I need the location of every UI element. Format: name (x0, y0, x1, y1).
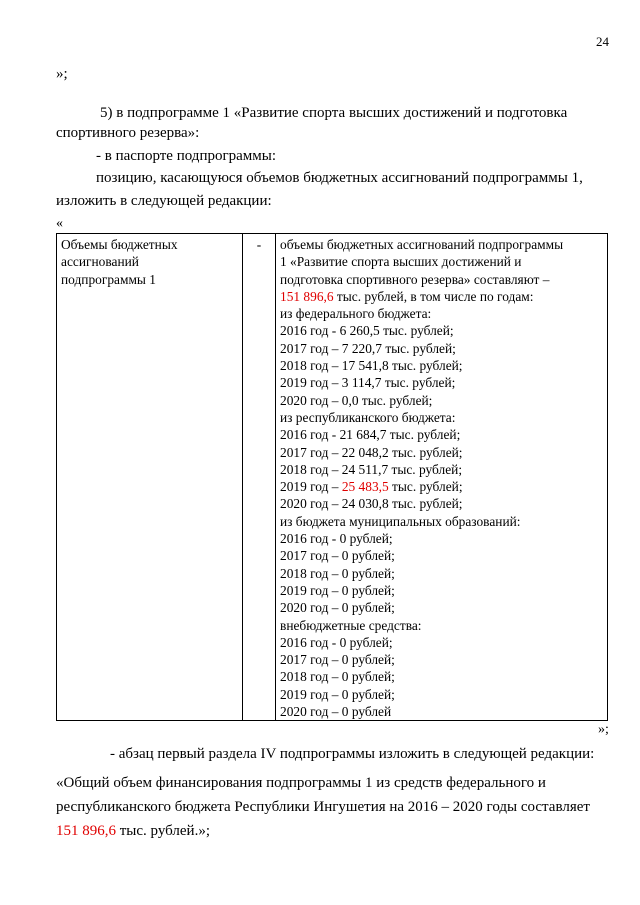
allocation-line (280, 495, 603, 512)
allocation-amount-highlight: 151 896,6 (280, 288, 334, 304)
allocation-line (280, 686, 603, 703)
allocation-lines (280, 236, 603, 720)
financing-total-suffix: тыс. рублей.»; (116, 823, 210, 839)
position-line-2: изложить в следующей редакции: (56, 193, 272, 209)
allocation-text: 2018 год – 17 541,8 тыс. рублей; (280, 358, 463, 374)
table-label-cell (57, 234, 243, 721)
allocation-line (280, 288, 603, 305)
allocation-text: 2017 год – 0 рублей; (280, 652, 395, 668)
allocation-line (280, 547, 603, 564)
allocation-text: 2020 год – 0,0 тыс. рублей; (280, 392, 433, 408)
allocation-text: 2018 год – 0 рублей; (280, 669, 395, 685)
allocation-text: из республиканского бюджета: (280, 409, 456, 425)
closing-quote-top: »; (56, 66, 68, 82)
page-number: 24 (596, 34, 609, 49)
budget-allocation-table (56, 233, 608, 721)
allocation-line (280, 530, 603, 547)
passport-line: - в паспорте подпрограммы: (96, 148, 277, 164)
financing-total-amount: 151 896,6 (56, 823, 116, 839)
label-line: ассигнований (61, 254, 139, 270)
allocation-line (280, 651, 603, 668)
allocation-line (280, 271, 603, 288)
allocation-line (280, 305, 603, 322)
allocation-line (280, 409, 603, 426)
dash: - (256, 237, 262, 252)
allocation-text: 2017 год – 7 220,7 тыс. рублей; (280, 340, 456, 356)
allocation-line (280, 634, 603, 651)
allocation-text: из бюджета муниципальных образований: (280, 513, 521, 529)
opening-quote: « (56, 216, 63, 231)
allocation-text: 2017 год – 0 рублей; (280, 548, 395, 564)
allocation-text: 2016 год - 0 рублей; (280, 634, 393, 650)
allocation-line (280, 322, 603, 339)
allocation-text: 2018 год – 0 рублей; (280, 565, 395, 581)
table-row (57, 234, 608, 721)
allocation-line (280, 478, 603, 495)
section-iv-line: - абзац первый раздела IV подпрограммы изложить в следующей редакции: (110, 746, 595, 762)
allocation-text: из федерального бюджета: (280, 306, 432, 322)
allocation-text: 2016 год - 21 684,7 тыс. рублей; (280, 427, 461, 443)
table-dash-cell (243, 234, 276, 721)
allocation-line (280, 599, 603, 616)
subprogram-item-line-2: спортивного резерва»: (56, 125, 200, 141)
table-values-cell (276, 234, 608, 721)
allocation-line (280, 513, 603, 530)
allocation-line (280, 668, 603, 685)
financing-line-2: республиканского бюджета Республики Ингушетия на 2016 – 2020 годы составляет (56, 799, 590, 815)
allocation-line (280, 374, 603, 391)
allocation-line (280, 426, 603, 443)
allocation-text: 2018 год – 24 511,7 тыс. рублей; (280, 461, 463, 477)
allocation-text: 2017 год – 22 048,2 тыс. рублей; (280, 444, 463, 460)
allocation-line (280, 582, 603, 599)
allocation-line (280, 703, 603, 720)
allocation-line (280, 340, 603, 357)
subprogram-item-line-1: 5) в подпрограмме 1 «Развитие спорта высших достижений и подготовка (100, 105, 568, 121)
allocation-text: 2019 год – 0 рублей; (280, 582, 395, 598)
allocation-text: подготовка спортивного резерва» составляют – (280, 271, 550, 287)
label-line: Объемы бюджетных (61, 237, 178, 252)
allocation-text: внебюджетные средства: (280, 617, 422, 633)
allocation-text: 2016 год - 6 260,5 тыс. рублей; (280, 323, 454, 339)
allocation-text: 2020 год – 24 030,8 тыс. рублей; (280, 496, 463, 512)
allocation-text: 2020 год – 0 рублей; (280, 600, 395, 616)
allocation-line (280, 236, 603, 253)
allocation-text: 2019 год – 0 рублей; (280, 686, 395, 702)
allocation-text: объемы бюджетных ассигнований подпрограммы (280, 237, 564, 252)
allocation-line (280, 461, 603, 478)
allocation-line (280, 253, 603, 270)
allocation-text: 2019 год – 3 114,7 тыс. рублей; (280, 375, 456, 391)
allocation-prefix: 2019 год – (280, 479, 342, 495)
allocation-suffix: тыс. рублей, в том числе по годам: (333, 288, 534, 304)
position-line-1: позицию, касающуюся объемов бюджетных ассигнований подпрограммы 1, (96, 170, 583, 186)
label-line: подпрограммы 1 (61, 271, 156, 287)
closing-quote-table: »; (598, 722, 609, 737)
allocation-suffix: тыс. рублей; (388, 479, 463, 495)
allocation-line (280, 565, 603, 582)
allocation-line (280, 444, 603, 461)
allocation-line (280, 357, 603, 374)
financing-line-1: «Общий объем финансирования подпрограммы 1 из средств федерального и (56, 775, 546, 791)
allocation-line (280, 392, 603, 409)
allocation-text: 2020 год – 0 рублей (280, 704, 392, 720)
allocation-amount-highlight: 25 483,5 (341, 479, 389, 495)
financing-line-3 (56, 823, 210, 840)
allocation-line (280, 617, 603, 634)
allocation-text: 2016 год - 0 рублей; (280, 531, 393, 547)
allocation-text: 1 «Развитие спорта высших достижений и (280, 254, 522, 270)
